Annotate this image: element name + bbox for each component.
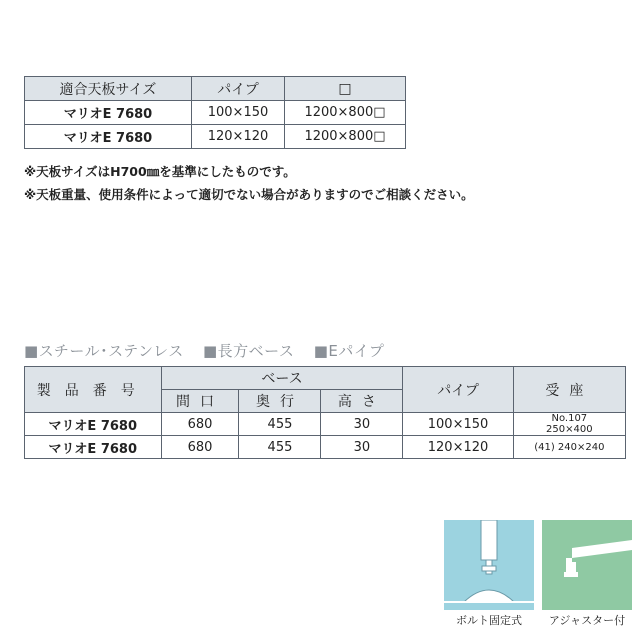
header-seat: 受座 xyxy=(513,367,625,413)
section-label-base: ■長方ベース xyxy=(202,342,295,360)
header-base: ベース xyxy=(161,367,403,390)
cell-depth: 455 xyxy=(239,436,321,459)
cell-model: マリオE 7680 xyxy=(25,125,192,149)
cell-pipe: 100×150 xyxy=(192,101,285,125)
table-row xyxy=(25,101,406,125)
table-header-row xyxy=(25,367,626,390)
cell-pipe: 100×150 xyxy=(403,413,513,436)
cell-height: 30 xyxy=(321,436,403,459)
seat-line-1: (41) 240×240 xyxy=(534,441,605,453)
table-row xyxy=(25,125,406,149)
cell-model: マリオE 7680 xyxy=(25,101,192,125)
section-label-pipe: ■Eパイプ xyxy=(313,342,385,360)
table-top-size xyxy=(24,76,406,149)
cell-depth: 455 xyxy=(239,413,321,436)
cell-top-size: 1200×800□ xyxy=(285,101,406,125)
header-width: 間口 xyxy=(161,390,239,413)
adjuster-icon xyxy=(542,520,632,610)
section-header xyxy=(24,340,398,361)
bolt-fixed-icon xyxy=(444,520,534,610)
cell-top-size: 1200×800□ xyxy=(285,125,406,149)
cell-width: 680 xyxy=(161,413,239,436)
cell-seat xyxy=(513,436,625,459)
cell-model: マリオE 7680 xyxy=(25,436,162,459)
table-header-row xyxy=(25,77,406,101)
table-row xyxy=(25,436,626,459)
cell-model: マリオE 7680 xyxy=(25,413,162,436)
header-top-size: 適合天板サイズ xyxy=(25,77,192,101)
bolt-fixed-graphic xyxy=(444,520,534,610)
header-square: □ xyxy=(285,77,406,101)
adjuster-graphic xyxy=(542,520,632,610)
cell-pipe: 120×120 xyxy=(403,436,513,459)
section-label-material: ■スチール･ステンレス xyxy=(24,342,184,360)
bolt-fixed-label: ボルト固定式 xyxy=(456,614,522,627)
note-line-1: ※天板サイズはH700㎜を基準にしたものです。 xyxy=(24,164,296,179)
cell-seat xyxy=(513,413,625,436)
table-row xyxy=(25,413,626,436)
cell-height: 30 xyxy=(321,413,403,436)
header-depth: 奥行 xyxy=(239,390,321,413)
table-product-spec xyxy=(24,366,626,459)
cell-pipe: 120×120 xyxy=(192,125,285,149)
cell-width: 680 xyxy=(161,436,239,459)
seat-line-2: 250×400 xyxy=(546,424,593,435)
header-pipe: パイプ xyxy=(192,77,285,101)
seat-line-1: No.107 xyxy=(551,413,588,424)
header-height: 高さ xyxy=(321,390,403,413)
header-pipe: パイプ xyxy=(403,367,513,413)
header-product-number: 製品番号 xyxy=(25,367,162,413)
adjuster-label: アジャスター付 xyxy=(548,614,626,627)
note-line-2: ※天板重量、使用条件によって適切でない場合がありますのでご相談ください。 xyxy=(24,187,474,202)
